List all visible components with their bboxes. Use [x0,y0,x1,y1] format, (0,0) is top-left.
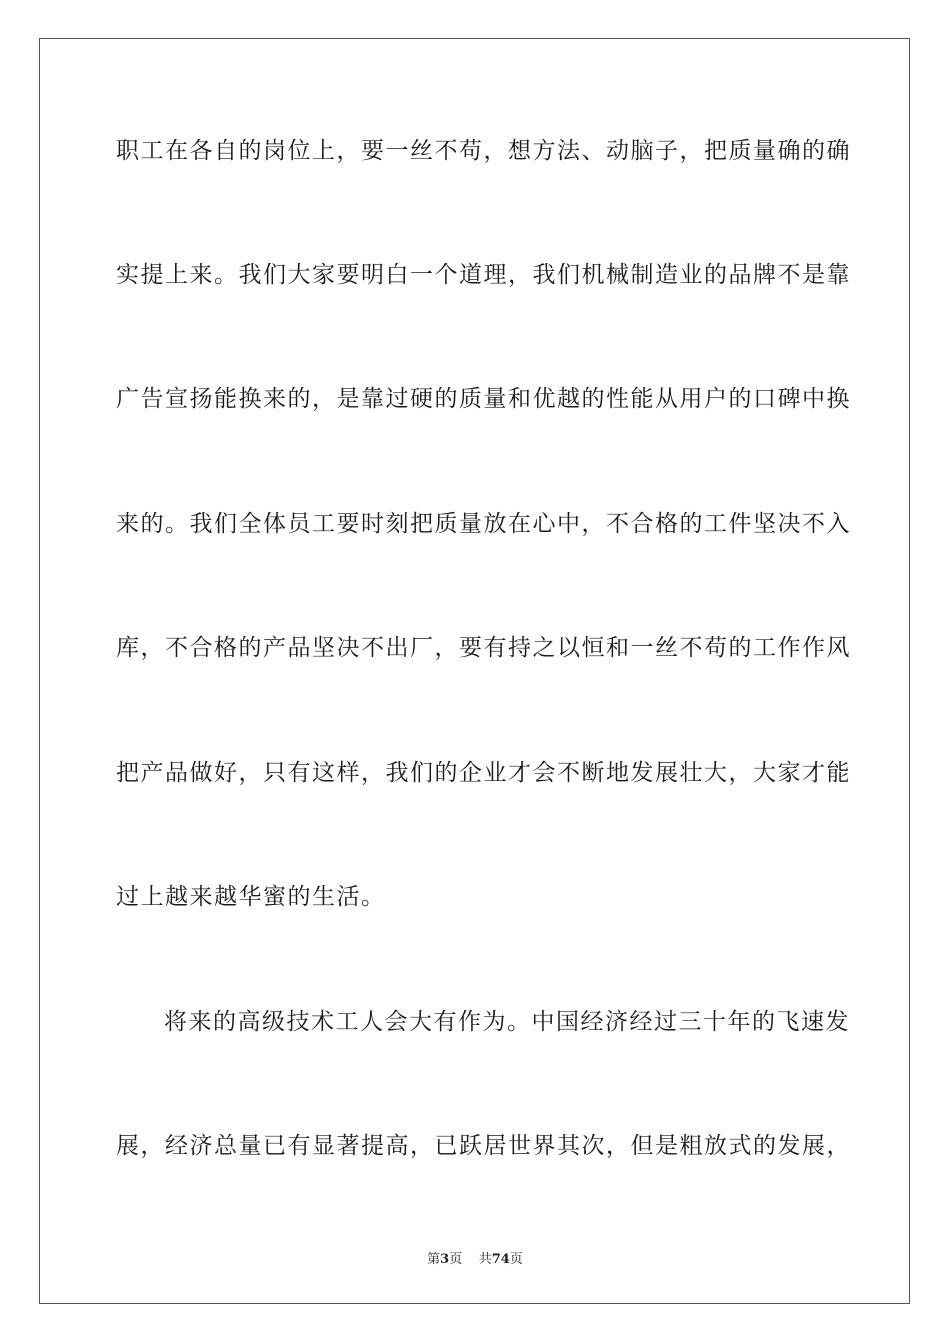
text-line-1: 职工在各自的岗位上，要一丝不苟，想方法、动脑子，把质量确的确 [116,138,851,164]
text-line-2: 实提上来。我们大家要明白一个道理，我们机械制造业的品牌不是靠 [116,262,851,288]
text-line-3: 广告宣扬能换来的，是靠过硬的质量和优越的性能从用户的口碑中换 [116,386,851,412]
text-line-4: 来的。我们全体员工要时刻把质量放在心中，不合格的工件坚决不入 [116,511,851,537]
page-footer [0,1248,950,1267]
text-line-8: 将来的高级技术工人会大有作为。中国经济经过三十年的飞速发 [164,1009,850,1035]
text-line-6: 把产品做好，只有这样，我们的企业才会不断地发展壮大，大家才能 [116,760,851,786]
footer-page-suffix: 页 [449,1252,463,1267]
footer-total-number: 74 [491,1252,510,1267]
text-line-7: 过上越来越华蜜的生活。 [116,884,386,910]
footer-page-prefix: 第 [427,1252,441,1267]
footer-total-prefix: 共 [478,1252,492,1267]
footer-page-number: 3 [440,1252,450,1267]
footer-total-suffix: 页 [509,1252,523,1267]
text-line-9: 展，经济总量已有显著提高，已跃居世界其次，但是粗放式的发展， [116,1133,851,1159]
text-line-5: 库，不合格的产品坚决不出厂，要有持之以恒和一丝不苟的工作作风 [116,635,851,661]
page-border [39,38,910,1304]
